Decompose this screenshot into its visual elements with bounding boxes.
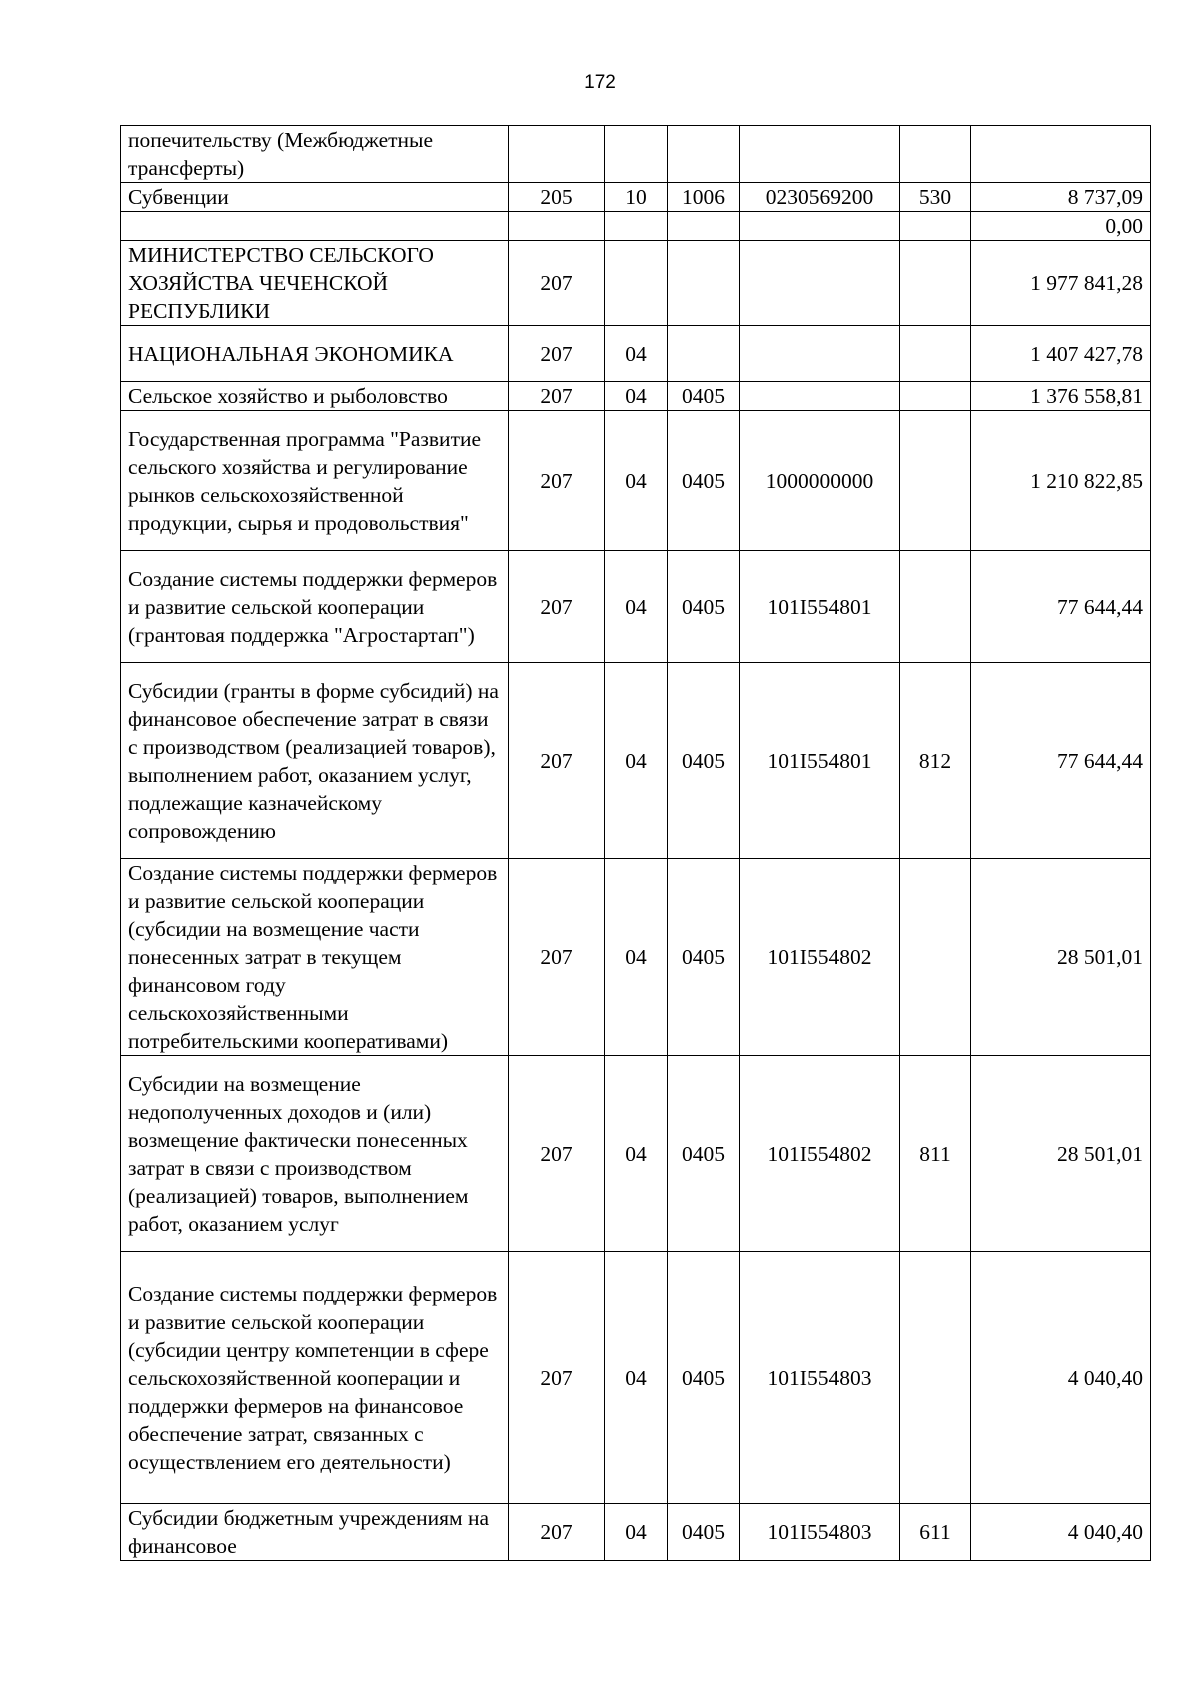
row-name: Создание системы поддержки фермеров и развитие сельской кооперации (грантовая поддержка "Агростартап"): [121, 551, 509, 663]
row-amount: 28 501,01: [971, 859, 1151, 1056]
row-name: Субвенции: [121, 183, 509, 212]
row-amount: 4 040,40: [971, 1252, 1151, 1504]
row-grbs: [509, 212, 605, 241]
table-row: [121, 241, 1151, 326]
row-name: Создание системы поддержки фермеров и развитие сельской кооперации (субсидии на возмещение части понесенных затрат в текущем финансовом году сельскохозяйственными потребительскими кооперативами): [121, 859, 509, 1056]
row-name: Государственная программа "Развитие сельского хозяйства и регулирование рынков сельскохозяйственной продукции, сырья и продовольствия": [121, 411, 509, 551]
table-row: [121, 326, 1151, 382]
row-csr: [740, 126, 900, 183]
row-vr: [900, 241, 971, 326]
row-amount: [971, 126, 1151, 183]
row-grbs: 205: [509, 183, 605, 212]
row-rz: 04: [605, 859, 668, 1056]
row-csr: 101I554802: [740, 859, 900, 1056]
row-csr: 0230569200: [740, 183, 900, 212]
row-pr: 0405: [668, 1504, 740, 1561]
table-row: [121, 382, 1151, 411]
table-row: [121, 859, 1151, 1056]
table-row: [121, 411, 1151, 551]
row-csr: [740, 326, 900, 382]
row-name: Создание системы поддержки фермеров и развитие сельской кооперации (субсидии центру компетенции в сфере сельскохозяйственной кооперации и поддержки фермеров на финансовое обеспечение затрат, связанных с осуществлением его деятельности): [121, 1252, 509, 1504]
row-grbs: 207: [509, 1056, 605, 1252]
row-pr: [668, 241, 740, 326]
row-csr: 101I554802: [740, 1056, 900, 1252]
row-grbs: 207: [509, 1252, 605, 1504]
row-vr: 811: [900, 1056, 971, 1252]
row-vr: [900, 126, 971, 183]
row-vr: 530: [900, 183, 971, 212]
row-csr: [740, 212, 900, 241]
page-number: 172: [584, 72, 616, 93]
row-pr: 0405: [668, 663, 740, 859]
row-pr: 0405: [668, 411, 740, 551]
row-amount: 77 644,44: [971, 551, 1151, 663]
row-pr: [668, 126, 740, 183]
row-rz: 04: [605, 411, 668, 551]
row-vr: [900, 859, 971, 1056]
row-rz: 04: [605, 663, 668, 859]
row-name: [121, 212, 509, 241]
row-name: Субсидии бюджетным учреждениям на финансовое: [121, 1504, 509, 1561]
row-amount: 8 737,09: [971, 183, 1151, 212]
row-csr: [740, 382, 900, 411]
row-grbs: 207: [509, 382, 605, 411]
row-rz: 04: [605, 1252, 668, 1504]
table-row: [121, 551, 1151, 663]
row-name: НАЦИОНАЛЬНАЯ ЭКОНОМИКА: [121, 326, 509, 382]
table-row: [121, 1252, 1151, 1504]
row-vr: [900, 551, 971, 663]
table-row: [121, 126, 1151, 183]
row-pr: 0405: [668, 859, 740, 1056]
row-name: Сельское хозяйство и рыболовство: [121, 382, 509, 411]
row-rz: 04: [605, 326, 668, 382]
row-pr: 0405: [668, 551, 740, 663]
row-csr: 1000000000: [740, 411, 900, 551]
row-pr: 0405: [668, 382, 740, 411]
row-csr: [740, 241, 900, 326]
row-vr: 812: [900, 663, 971, 859]
row-amount: 1 210 822,85: [971, 411, 1151, 551]
row-vr: [900, 382, 971, 411]
row-grbs: 207: [509, 411, 605, 551]
row-csr: 101I554803: [740, 1252, 900, 1504]
row-pr: 1006: [668, 183, 740, 212]
row-grbs: 207: [509, 551, 605, 663]
row-name: Субсидии (гранты в форме субсидий) на финансовое обеспечение затрат в связи с производством (реализацией товаров), выполнением работ, оказанием услуг, подлежащие казначейскому сопровождению: [121, 663, 509, 859]
row-name: попечительству (Межбюджетные трансферты): [121, 126, 509, 183]
row-amount: 0,00: [971, 212, 1151, 241]
row-vr: [900, 212, 971, 241]
row-csr: 101I554803: [740, 1504, 900, 1561]
row-rz: [605, 241, 668, 326]
row-pr: [668, 326, 740, 382]
table-row: [121, 183, 1151, 212]
row-pr: 0405: [668, 1056, 740, 1252]
row-grbs: 207: [509, 1504, 605, 1561]
row-vr: [900, 1252, 971, 1504]
row-rz: [605, 126, 668, 183]
row-amount: 1 376 558,81: [971, 382, 1151, 411]
row-name: МИНИСТЕРСТВО СЕЛЬСКОГО ХОЗЯЙСТВА ЧЕЧЕНСКОЙ РЕСПУБЛИКИ: [121, 241, 509, 326]
row-amount: 77 644,44: [971, 663, 1151, 859]
row-rz: 04: [605, 1504, 668, 1561]
row-rz: 04: [605, 1056, 668, 1252]
row-rz: 04: [605, 551, 668, 663]
row-rz: [605, 212, 668, 241]
row-name: Субсидии на возмещение недополученных доходов и (или) возмещение фактически понесенных затрат в связи с производством (реализацией) товаров, выполнением работ, оказанием услуг: [121, 1056, 509, 1252]
row-pr: 0405: [668, 1252, 740, 1504]
table-row: [121, 1056, 1151, 1252]
row-rz: 04: [605, 382, 668, 411]
row-amount: 28 501,01: [971, 1056, 1151, 1252]
budget-table: [120, 125, 1151, 1561]
row-vr: 611: [900, 1504, 971, 1561]
row-grbs: 207: [509, 326, 605, 382]
row-vr: [900, 411, 971, 551]
row-rz: 10: [605, 183, 668, 212]
row-amount: 4 040,40: [971, 1504, 1151, 1561]
table-row: [121, 212, 1151, 241]
row-amount: 1 407 427,78: [971, 326, 1151, 382]
table-row: [121, 663, 1151, 859]
row-grbs: 207: [509, 663, 605, 859]
row-grbs: 207: [509, 241, 605, 326]
row-grbs: [509, 126, 605, 183]
row-pr: [668, 212, 740, 241]
table-row: [121, 1504, 1151, 1561]
row-grbs: 207: [509, 859, 605, 1056]
row-amount: 1 977 841,28: [971, 241, 1151, 326]
row-csr: 101I554801: [740, 663, 900, 859]
row-vr: [900, 326, 971, 382]
row-csr: 101I554801: [740, 551, 900, 663]
